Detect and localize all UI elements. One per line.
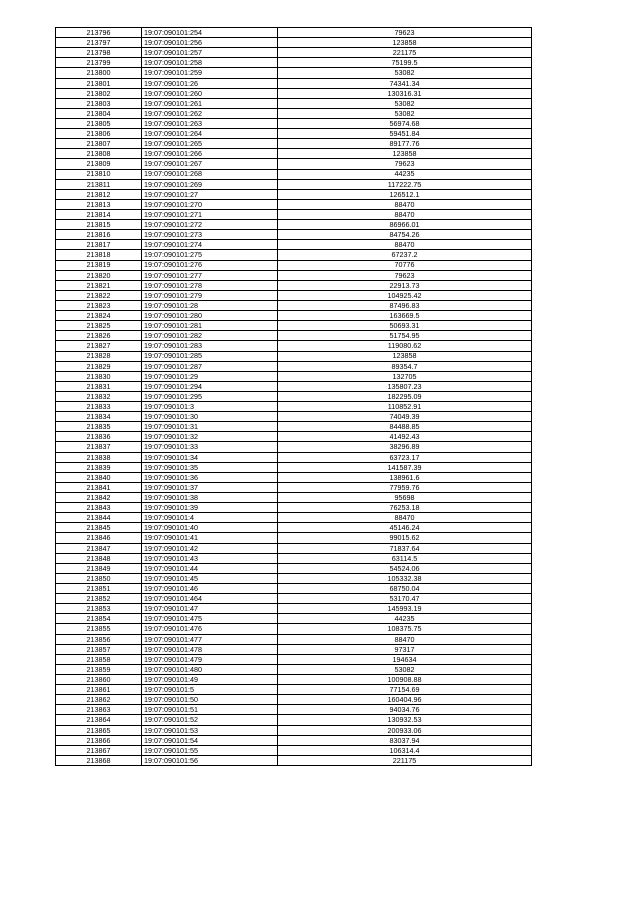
row-id-cell: 213838: [56, 452, 142, 462]
table-row: [56, 220, 532, 230]
value-cell: 132705: [278, 371, 532, 381]
table-row: [56, 108, 532, 118]
table-row: [56, 705, 532, 715]
value-cell: 53082: [278, 108, 532, 118]
cadastral-number-cell: 19:07:090101:272: [142, 220, 278, 230]
value-cell: 22913.73: [278, 280, 532, 290]
cadastral-number-cell: 19:07:090101:39: [142, 503, 278, 513]
cadastral-number-cell: 19:07:090101:295: [142, 391, 278, 401]
value-cell: 106314.4: [278, 745, 532, 755]
cadastral-number-cell: 19:07:090101:55: [142, 745, 278, 755]
row-id-cell: 213820: [56, 270, 142, 280]
table-row: [56, 88, 532, 98]
row-id-cell: 213803: [56, 98, 142, 108]
cadastral-number-cell: 19:07:090101:4: [142, 513, 278, 523]
value-cell: 123858: [278, 38, 532, 48]
value-cell: 53082: [278, 98, 532, 108]
row-id-cell: 213810: [56, 169, 142, 179]
row-id-cell: 213800: [56, 68, 142, 78]
value-cell: 141587.39: [278, 462, 532, 472]
value-cell: 53082: [278, 68, 532, 78]
table-row: [56, 361, 532, 371]
cadastral-number-cell: 19:07:090101:27: [142, 189, 278, 199]
value-cell: 100908.88: [278, 675, 532, 685]
cadastral-number-cell: 19:07:090101:267: [142, 159, 278, 169]
row-id-cell: 213812: [56, 189, 142, 199]
row-id-cell: 213866: [56, 735, 142, 745]
table-row: [56, 472, 532, 482]
value-cell: 97317: [278, 644, 532, 654]
row-id-cell: 213805: [56, 118, 142, 128]
row-id-cell: 213834: [56, 412, 142, 422]
cadastral-number-cell: 19:07:090101:276: [142, 260, 278, 270]
row-id-cell: 213864: [56, 715, 142, 725]
row-id-cell: 213819: [56, 260, 142, 270]
table-row: [56, 118, 532, 128]
table-row: [56, 452, 532, 462]
row-id-cell: 213823: [56, 300, 142, 310]
value-cell: 94034.76: [278, 705, 532, 715]
table-row: [56, 250, 532, 260]
cadastral-number-cell: 19:07:090101:277: [142, 270, 278, 280]
value-cell: 63723.17: [278, 452, 532, 462]
table-row: [56, 735, 532, 745]
cadastral-number-cell: 19:07:090101:28: [142, 300, 278, 310]
value-cell: 77154.69: [278, 685, 532, 695]
table-row: [56, 280, 532, 290]
table-row: [56, 664, 532, 674]
row-id-cell: 213831: [56, 381, 142, 391]
row-id-cell: 213868: [56, 755, 142, 765]
value-cell: 135807.23: [278, 381, 532, 391]
row-id-cell: 213859: [56, 664, 142, 674]
table-body: [56, 28, 532, 766]
table-row: [56, 725, 532, 735]
table-row: [56, 240, 532, 250]
table-row: [56, 199, 532, 209]
cadastral-number-cell: 19:07:090101:29: [142, 371, 278, 381]
table-row: [56, 129, 532, 139]
value-cell: 74341.34: [278, 78, 532, 88]
cadastral-number-cell: 19:07:090101:268: [142, 169, 278, 179]
row-id-cell: 213798: [56, 48, 142, 58]
row-id-cell: 213855: [56, 624, 142, 634]
row-id-cell: 213843: [56, 503, 142, 513]
table-row: [56, 553, 532, 563]
row-id-cell: 213797: [56, 38, 142, 48]
row-id-cell: 213835: [56, 422, 142, 432]
table-row: [56, 442, 532, 452]
table-row: [56, 290, 532, 300]
value-cell: 77959.76: [278, 482, 532, 492]
cadastral-number-cell: 19:07:090101:479: [142, 654, 278, 664]
row-id-cell: 213804: [56, 108, 142, 118]
cadastral-number-cell: 19:07:090101:281: [142, 321, 278, 331]
row-id-cell: 213845: [56, 523, 142, 533]
value-cell: 88470: [278, 199, 532, 209]
cadastral-number-cell: 19:07:090101:260: [142, 88, 278, 98]
table-row: [56, 493, 532, 503]
cadastral-number-cell: 19:07:090101:32: [142, 432, 278, 442]
value-cell: 56974.68: [278, 118, 532, 128]
cadastral-number-cell: 19:07:090101:273: [142, 230, 278, 240]
table-row: [56, 533, 532, 543]
row-id-cell: 213850: [56, 573, 142, 583]
cadastral-number-cell: 19:07:090101:261: [142, 98, 278, 108]
value-cell: 45146.24: [278, 523, 532, 533]
cadastral-number-cell: 19:07:090101:464: [142, 594, 278, 604]
row-id-cell: 213816: [56, 230, 142, 240]
row-id-cell: 213818: [56, 250, 142, 260]
cadastral-number-cell: 19:07:090101:258: [142, 58, 278, 68]
table-row: [56, 139, 532, 149]
table-row: [56, 644, 532, 654]
value-cell: 51754.95: [278, 331, 532, 341]
table-row: [56, 523, 532, 533]
row-id-cell: 213862: [56, 695, 142, 705]
value-cell: 75199.5: [278, 58, 532, 68]
value-cell: 84488.85: [278, 422, 532, 432]
table-row: [56, 432, 532, 442]
cadastral-number-cell: 19:07:090101:3: [142, 402, 278, 412]
value-cell: 95698: [278, 493, 532, 503]
value-cell: 79623: [278, 159, 532, 169]
row-id-cell: 213809: [56, 159, 142, 169]
value-cell: 130316.31: [278, 88, 532, 98]
cadastral-number-cell: 19:07:090101:42: [142, 543, 278, 553]
cadastral-number-cell: 19:07:090101:54: [142, 735, 278, 745]
table-row: [56, 412, 532, 422]
row-id-cell: 213832: [56, 391, 142, 401]
value-cell: 88470: [278, 513, 532, 523]
row-id-cell: 213860: [56, 675, 142, 685]
value-cell: 105332.38: [278, 573, 532, 583]
cadastral-number-cell: 19:07:090101:278: [142, 280, 278, 290]
row-id-cell: 213821: [56, 280, 142, 290]
cadastral-number-cell: 19:07:090101:271: [142, 209, 278, 219]
cadastral-number-cell: 19:07:090101:475: [142, 614, 278, 624]
table-row: [56, 189, 532, 199]
cadastral-number-cell: 19:07:090101:285: [142, 351, 278, 361]
cadastral-number-cell: 19:07:090101:52: [142, 715, 278, 725]
table-row: [56, 584, 532, 594]
value-cell: 86966.01: [278, 220, 532, 230]
cadastral-number-cell: 19:07:090101:264: [142, 129, 278, 139]
table-row: [56, 381, 532, 391]
row-id-cell: 213815: [56, 220, 142, 230]
table-row: [56, 614, 532, 624]
row-id-cell: 213808: [56, 149, 142, 159]
value-cell: 79623: [278, 270, 532, 280]
cadastral-number-cell: 19:07:090101:5: [142, 685, 278, 695]
value-cell: 221175: [278, 48, 532, 58]
row-id-cell: 213844: [56, 513, 142, 523]
cadastral-number-cell: 19:07:090101:30: [142, 412, 278, 422]
row-id-cell: 213830: [56, 371, 142, 381]
table-row: [56, 58, 532, 68]
table-row: [56, 422, 532, 432]
row-id-cell: 213867: [56, 745, 142, 755]
value-cell: 84754.26: [278, 230, 532, 240]
row-id-cell: 213824: [56, 311, 142, 321]
table-row: [56, 675, 532, 685]
cadastral-number-cell: 19:07:090101:279: [142, 290, 278, 300]
cadastral-number-cell: 19:07:090101:477: [142, 634, 278, 644]
table-row: [56, 624, 532, 634]
table-row: [56, 755, 532, 765]
row-id-cell: 213825: [56, 321, 142, 331]
cadastral-number-cell: 19:07:090101:263: [142, 118, 278, 128]
value-cell: 44235: [278, 614, 532, 624]
value-cell: 104925.42: [278, 290, 532, 300]
table-row: [56, 462, 532, 472]
value-cell: 89177.76: [278, 139, 532, 149]
table-row: [56, 28, 532, 38]
value-cell: 108375.75: [278, 624, 532, 634]
row-id-cell: 213852: [56, 594, 142, 604]
value-cell: 76253.18: [278, 503, 532, 513]
value-cell: 54524.06: [278, 563, 532, 573]
cadastral-number-cell: 19:07:090101:31: [142, 422, 278, 432]
table-row: [56, 391, 532, 401]
value-cell: 83037.94: [278, 735, 532, 745]
cadastral-number-cell: 19:07:090101:40: [142, 523, 278, 533]
row-id-cell: 213817: [56, 240, 142, 250]
row-id-cell: 213814: [56, 209, 142, 219]
value-cell: 123858: [278, 351, 532, 361]
value-cell: 59451.84: [278, 129, 532, 139]
row-id-cell: 213856: [56, 634, 142, 644]
table-row: [56, 159, 532, 169]
table-row: [56, 270, 532, 280]
cadastral-number-cell: 19:07:090101:274: [142, 240, 278, 250]
table-row: [56, 149, 532, 159]
cadastral-number-cell: 19:07:090101:480: [142, 664, 278, 674]
table-row: [56, 685, 532, 695]
value-cell: 38296.89: [278, 442, 532, 452]
table-row: [56, 634, 532, 644]
table-row: [56, 402, 532, 412]
row-id-cell: 213813: [56, 199, 142, 209]
table-row: [56, 695, 532, 705]
table-row: [56, 351, 532, 361]
cadastral-number-cell: 19:07:090101:294: [142, 381, 278, 391]
row-id-cell: 213807: [56, 139, 142, 149]
value-cell: 88470: [278, 240, 532, 250]
value-cell: 68750.04: [278, 584, 532, 594]
value-cell: 89354.7: [278, 361, 532, 371]
value-cell: 221175: [278, 755, 532, 765]
table-row: [56, 179, 532, 189]
table-row: [56, 503, 532, 513]
cadastral-number-cell: 19:07:090101:33: [142, 442, 278, 452]
value-cell: 41492.43: [278, 432, 532, 442]
value-cell: 182295.09: [278, 391, 532, 401]
row-id-cell: 213839: [56, 462, 142, 472]
row-id-cell: 213842: [56, 493, 142, 503]
value-cell: 88470: [278, 209, 532, 219]
cadastral-number-cell: 19:07:090101:478: [142, 644, 278, 654]
table-row: [56, 311, 532, 321]
table-row: [56, 321, 532, 331]
table-row: [56, 48, 532, 58]
cadastral-number-cell: 19:07:090101:283: [142, 341, 278, 351]
value-cell: 160404.96: [278, 695, 532, 705]
cadastral-number-cell: 19:07:090101:56: [142, 755, 278, 765]
table-row: [56, 594, 532, 604]
cadastral-number-cell: 19:07:090101:269: [142, 179, 278, 189]
value-cell: 63114.5: [278, 553, 532, 563]
table-row: [56, 38, 532, 48]
value-cell: 138961.6: [278, 472, 532, 482]
row-id-cell: 213822: [56, 290, 142, 300]
table-row: [56, 543, 532, 553]
row-id-cell: 213863: [56, 705, 142, 715]
table-row: [56, 654, 532, 664]
row-id-cell: 213848: [56, 553, 142, 563]
cadastral-number-cell: 19:07:090101:50: [142, 695, 278, 705]
cadastral-number-cell: 19:07:090101:34: [142, 452, 278, 462]
row-id-cell: 213857: [56, 644, 142, 654]
cadastral-number-cell: 19:07:090101:282: [142, 331, 278, 341]
cadastral-number-cell: 19:07:090101:44: [142, 563, 278, 573]
cadastral-number-cell: 19:07:090101:287: [142, 361, 278, 371]
value-cell: 99015.62: [278, 533, 532, 543]
row-id-cell: 213851: [56, 584, 142, 594]
value-cell: 163669.5: [278, 311, 532, 321]
table-row: [56, 169, 532, 179]
row-id-cell: 213849: [56, 563, 142, 573]
cadastral-number-cell: 19:07:090101:37: [142, 482, 278, 492]
cadastral-number-cell: 19:07:090101:270: [142, 199, 278, 209]
cadastral-number-cell: 19:07:090101:257: [142, 48, 278, 58]
row-id-cell: 213826: [56, 331, 142, 341]
cadastral-number-cell: 19:07:090101:275: [142, 250, 278, 260]
value-cell: 200933.06: [278, 725, 532, 735]
value-cell: 123858: [278, 149, 532, 159]
cadastral-number-cell: 19:07:090101:38: [142, 493, 278, 503]
cadastral-number-cell: 19:07:090101:280: [142, 311, 278, 321]
cadastral-number-cell: 19:07:090101:41: [142, 533, 278, 543]
row-id-cell: 213854: [56, 614, 142, 624]
value-cell: 117222.75: [278, 179, 532, 189]
cadastral-number-cell: 19:07:090101:46: [142, 584, 278, 594]
table-row: [56, 98, 532, 108]
row-id-cell: 213840: [56, 472, 142, 482]
table-row: [56, 371, 532, 381]
value-cell: 194634: [278, 654, 532, 664]
cadastral-number-cell: 19:07:090101:265: [142, 139, 278, 149]
value-cell: 71837.64: [278, 543, 532, 553]
table-row: [56, 715, 532, 725]
table-row: [56, 745, 532, 755]
value-cell: 87496.83: [278, 300, 532, 310]
row-id-cell: 213806: [56, 129, 142, 139]
cadastral-number-cell: 19:07:090101:26: [142, 78, 278, 88]
value-cell: 44235: [278, 169, 532, 179]
table-row: [56, 331, 532, 341]
cadastral-number-cell: 19:07:090101:43: [142, 553, 278, 563]
value-cell: 67237.2: [278, 250, 532, 260]
value-cell: 50693.31: [278, 321, 532, 331]
value-cell: 119080.62: [278, 341, 532, 351]
cadastral-number-cell: 19:07:090101:35: [142, 462, 278, 472]
row-id-cell: 213836: [56, 432, 142, 442]
value-cell: 79623: [278, 28, 532, 38]
row-id-cell: 213829: [56, 361, 142, 371]
value-cell: 53170.47: [278, 594, 532, 604]
row-id-cell: 213858: [56, 654, 142, 664]
row-id-cell: 213796: [56, 28, 142, 38]
table-row: [56, 604, 532, 614]
cadastral-number-cell: 19:07:090101:47: [142, 604, 278, 614]
table-row: [56, 300, 532, 310]
cadastral-number-cell: 19:07:090101:36: [142, 472, 278, 482]
cadastral-number-cell: 19:07:090101:262: [142, 108, 278, 118]
cadastral-number-cell: 19:07:090101:266: [142, 149, 278, 159]
table-row: [56, 209, 532, 219]
cadastral-number-cell: 19:07:090101:51: [142, 705, 278, 715]
table-row: [56, 341, 532, 351]
data-table: [55, 27, 532, 766]
row-id-cell: 213846: [56, 533, 142, 543]
value-cell: 74049.39: [278, 412, 532, 422]
value-cell: 130932.53: [278, 715, 532, 725]
value-cell: 88470: [278, 634, 532, 644]
row-id-cell: 213853: [56, 604, 142, 614]
table-row: [56, 573, 532, 583]
value-cell: 53082: [278, 664, 532, 674]
cadastral-number-cell: 19:07:090101:45: [142, 573, 278, 583]
table-row: [56, 78, 532, 88]
row-id-cell: 213827: [56, 341, 142, 351]
row-id-cell: 213828: [56, 351, 142, 361]
row-id-cell: 213837: [56, 442, 142, 452]
value-cell: 70776: [278, 260, 532, 270]
table-row: [56, 563, 532, 573]
row-id-cell: 213865: [56, 725, 142, 735]
table-row: [56, 230, 532, 240]
cadastral-number-cell: 19:07:090101:254: [142, 28, 278, 38]
value-cell: 145993.19: [278, 604, 532, 614]
table-row: [56, 513, 532, 523]
row-id-cell: 213802: [56, 88, 142, 98]
value-cell: 110852.91: [278, 402, 532, 412]
row-id-cell: 213847: [56, 543, 142, 553]
cadastral-number-cell: 19:07:090101:476: [142, 624, 278, 634]
table-row: [56, 260, 532, 270]
row-id-cell: 213833: [56, 402, 142, 412]
cadastral-number-cell: 19:07:090101:49: [142, 675, 278, 685]
table-row: [56, 482, 532, 492]
row-id-cell: 213801: [56, 78, 142, 88]
cadastral-number-cell: 19:07:090101:53: [142, 725, 278, 735]
cadastral-number-cell: 19:07:090101:259: [142, 68, 278, 78]
row-id-cell: 213861: [56, 685, 142, 695]
cadastral-number-cell: 19:07:090101:256: [142, 38, 278, 48]
value-cell: 126512.1: [278, 189, 532, 199]
row-id-cell: 213799: [56, 58, 142, 68]
row-id-cell: 213841: [56, 482, 142, 492]
table-row: [56, 68, 532, 78]
row-id-cell: 213811: [56, 179, 142, 189]
